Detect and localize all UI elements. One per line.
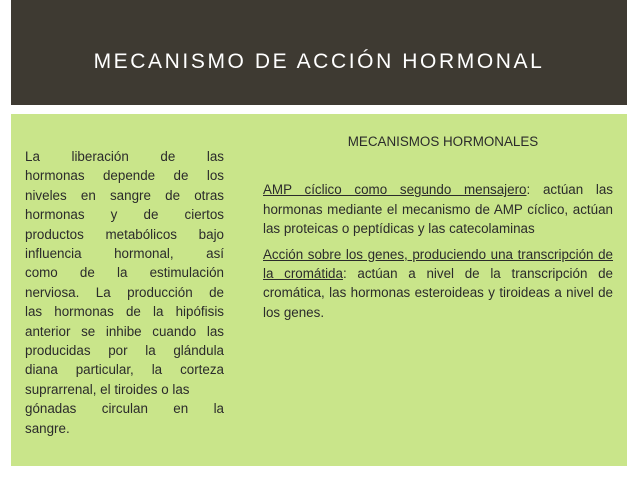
paragraph-text: : actúan las hormonas mediante el mecanismo de AMP cíclico, actúan las proteicas o peptídicas y las catecolaminas bbox=[263, 182, 613, 237]
underlined-term: AMP cíclico como segundo mensajero bbox=[263, 182, 527, 198]
left-text-line: producidas por la glándula bbox=[25, 343, 224, 359]
content-panel bbox=[11, 114, 627, 466]
left-text-line: hormonas depende de los bbox=[25, 168, 224, 184]
slide-title: MECANISMO DE ACCIÓN HORMONAL bbox=[93, 50, 545, 73]
left-text-line: niveles en sangre de otras bbox=[25, 187, 224, 203]
right-text-column bbox=[263, 132, 613, 328]
left-text-line: diana particular, la corteza bbox=[25, 362, 224, 378]
left-text-line: gónadas circulan en la bbox=[25, 401, 224, 417]
left-text-line: sangre. bbox=[25, 420, 70, 436]
paragraph-amp bbox=[263, 180, 613, 238]
underlined-term: Acción sobre los genes, produciendo una transcripción de la cromátida bbox=[263, 246, 613, 282]
left-text-line: productos metabólicos bajo bbox=[25, 226, 224, 242]
title-bar bbox=[11, 0, 627, 105]
left-text-line: hormonas y de ciertos bbox=[25, 207, 224, 223]
left-text-line: influencia hormonal, así bbox=[25, 246, 224, 262]
left-text-line: como de la estimulación bbox=[25, 265, 224, 281]
left-text-line: suprarrenal, el tiroides o las bbox=[25, 381, 190, 397]
left-text-line: nerviosa. La producción de bbox=[25, 284, 224, 300]
section-heading: MECANISMOS HORMONALES bbox=[347, 134, 539, 149]
paragraph-text: : actúan a nivel de la transcripción de cromática, las hormonas esteroideas y tiroideas a nivel de los genes. bbox=[263, 266, 614, 320]
left-text-line: las hormonas de la hipófisis bbox=[25, 304, 224, 320]
left-text-column bbox=[25, 147, 224, 438]
left-text-line: anterior se inhibe cuando las bbox=[25, 323, 224, 339]
left-text-line: La liberación de las bbox=[25, 149, 224, 164]
paragraph-genes bbox=[263, 245, 613, 323]
